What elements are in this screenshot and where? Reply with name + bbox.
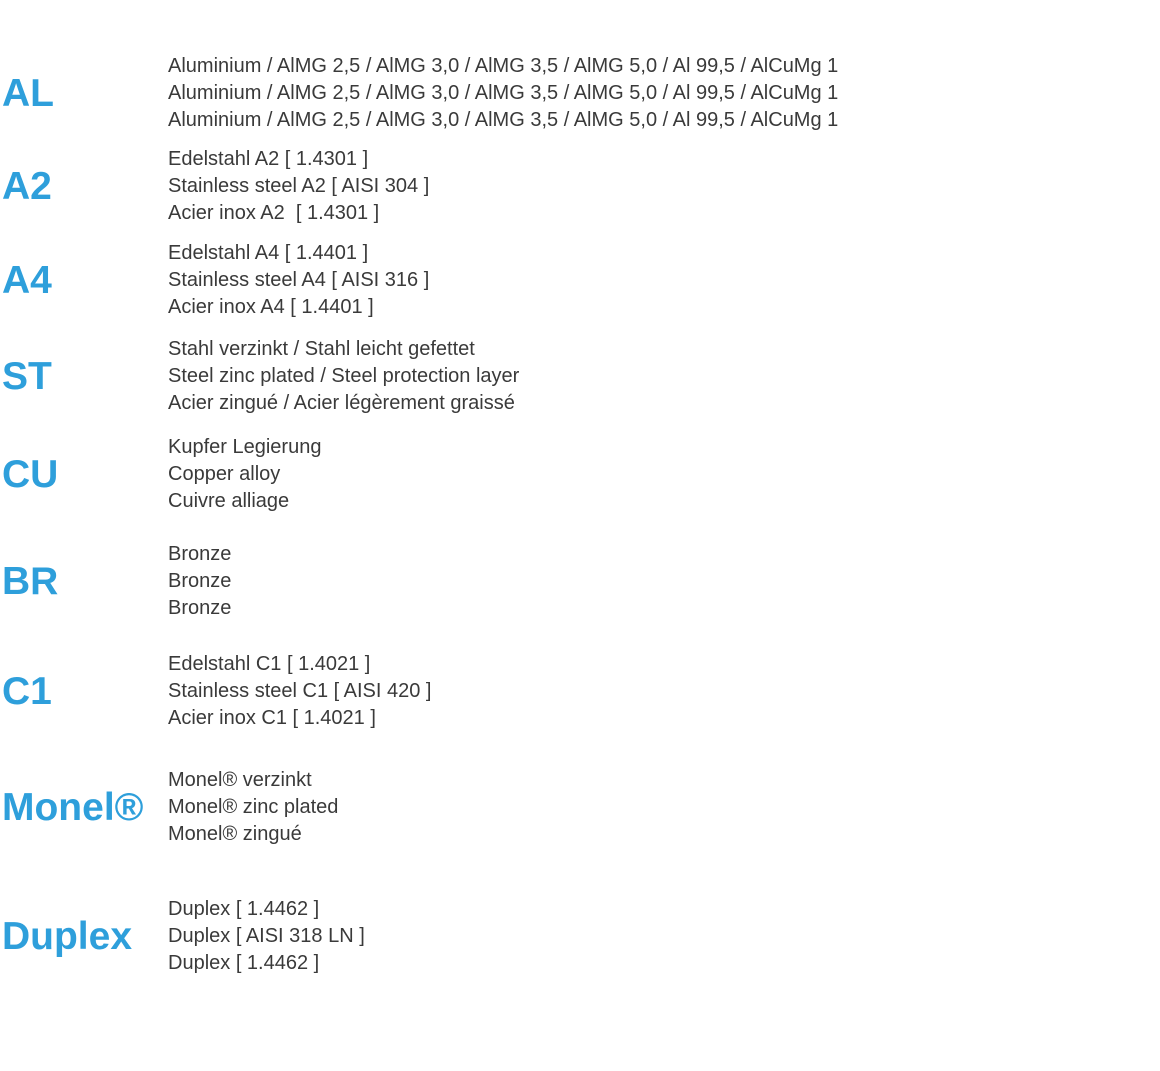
material-desc-en: Bronze bbox=[168, 570, 232, 592]
material-row bbox=[0, 53, 1160, 134]
material-descriptions bbox=[168, 651, 1160, 732]
material-code: CU bbox=[2, 453, 59, 496]
material-descriptions bbox=[168, 896, 1160, 977]
material-row bbox=[0, 896, 1160, 977]
material-code: Duplex bbox=[2, 915, 133, 958]
material-desc-de: Bronze bbox=[168, 543, 232, 565]
material-desc-en: Copper alloy bbox=[168, 463, 281, 485]
material-desc-en: Duplex [ AISI 318 LN ] bbox=[168, 925, 365, 947]
material-desc-en: Steel zinc plated / Steel protection layer bbox=[168, 365, 520, 387]
material-descriptions bbox=[168, 240, 1160, 321]
material-code: A4 bbox=[2, 259, 52, 302]
material-desc-fr: Acier inox A2 [ 1.4301 ] bbox=[168, 202, 380, 224]
material-desc-de: Edelstahl A4 [ 1.4401 ] bbox=[168, 242, 369, 264]
material-row bbox=[0, 336, 1160, 417]
material-desc-en: Stainless steel A4 [ AISI 316 ] bbox=[168, 269, 430, 291]
material-descriptions bbox=[168, 336, 1160, 417]
material-desc-de: Aluminium / AlMG 2,5 / AlMG 3,0 / AlMG 3,5 / AlMG 5,0 / Al 99,5 / AlCuMg 1 bbox=[168, 55, 839, 77]
material-desc-de: Edelstahl C1 [ 1.4021 ] bbox=[168, 653, 371, 675]
material-descriptions bbox=[168, 53, 1160, 134]
material-row bbox=[0, 240, 1160, 321]
material-desc-de: Edelstahl A2 [ 1.4301 ] bbox=[168, 148, 369, 170]
material-code: C1 bbox=[2, 670, 52, 713]
material-code: AL bbox=[2, 72, 54, 115]
material-descriptions bbox=[168, 434, 1160, 515]
material-desc-de: Stahl verzinkt / Stahl leicht gefettet bbox=[168, 338, 475, 360]
material-desc-fr: Acier inox C1 [ 1.4021 ] bbox=[168, 707, 376, 729]
material-desc-en: Stainless steel C1 [ AISI 420 ] bbox=[168, 680, 432, 702]
material-desc-de: Kupfer Legierung bbox=[168, 436, 322, 458]
material-desc-fr: Monel® zingué bbox=[168, 823, 302, 845]
material-code: ST bbox=[2, 355, 52, 398]
material-row bbox=[0, 541, 1160, 622]
material-row bbox=[0, 767, 1160, 848]
material-row bbox=[0, 146, 1160, 227]
material-desc-en: Stainless steel A2 [ AISI 304 ] bbox=[168, 175, 430, 197]
material-desc-fr: Aluminium / AlMG 2,5 / AlMG 3,0 / AlMG 3,5 / AlMG 5,0 / Al 99,5 / AlCuMg 1 bbox=[168, 109, 839, 131]
material-desc-de: Duplex [ 1.4462 ] bbox=[168, 898, 320, 920]
material-desc-fr: Acier inox A4 [ 1.4401 ] bbox=[168, 296, 374, 318]
material-desc-en: Monel® zinc plated bbox=[168, 796, 339, 818]
material-desc-fr: Bronze bbox=[168, 597, 232, 619]
material-desc-de: Monel® verzinkt bbox=[168, 769, 312, 791]
material-desc-fr: Duplex [ 1.4462 ] bbox=[168, 952, 320, 974]
material-descriptions bbox=[168, 146, 1160, 227]
material-code: Monel® bbox=[2, 786, 144, 829]
material-descriptions bbox=[168, 767, 1160, 848]
material-desc-fr: Cuivre alliage bbox=[168, 490, 290, 512]
material-code: A2 bbox=[2, 165, 52, 208]
material-code: BR bbox=[2, 560, 59, 603]
material-desc-en: Aluminium / AlMG 2,5 / AlMG 3,0 / AlMG 3,5 / AlMG 5,0 / Al 99,5 / AlCuMg 1 bbox=[168, 82, 839, 104]
material-row bbox=[0, 434, 1160, 515]
material-descriptions bbox=[168, 541, 1160, 622]
material-desc-fr: Acier zingué / Acier légèrement graissé bbox=[168, 392, 515, 414]
material-row bbox=[0, 651, 1160, 732]
